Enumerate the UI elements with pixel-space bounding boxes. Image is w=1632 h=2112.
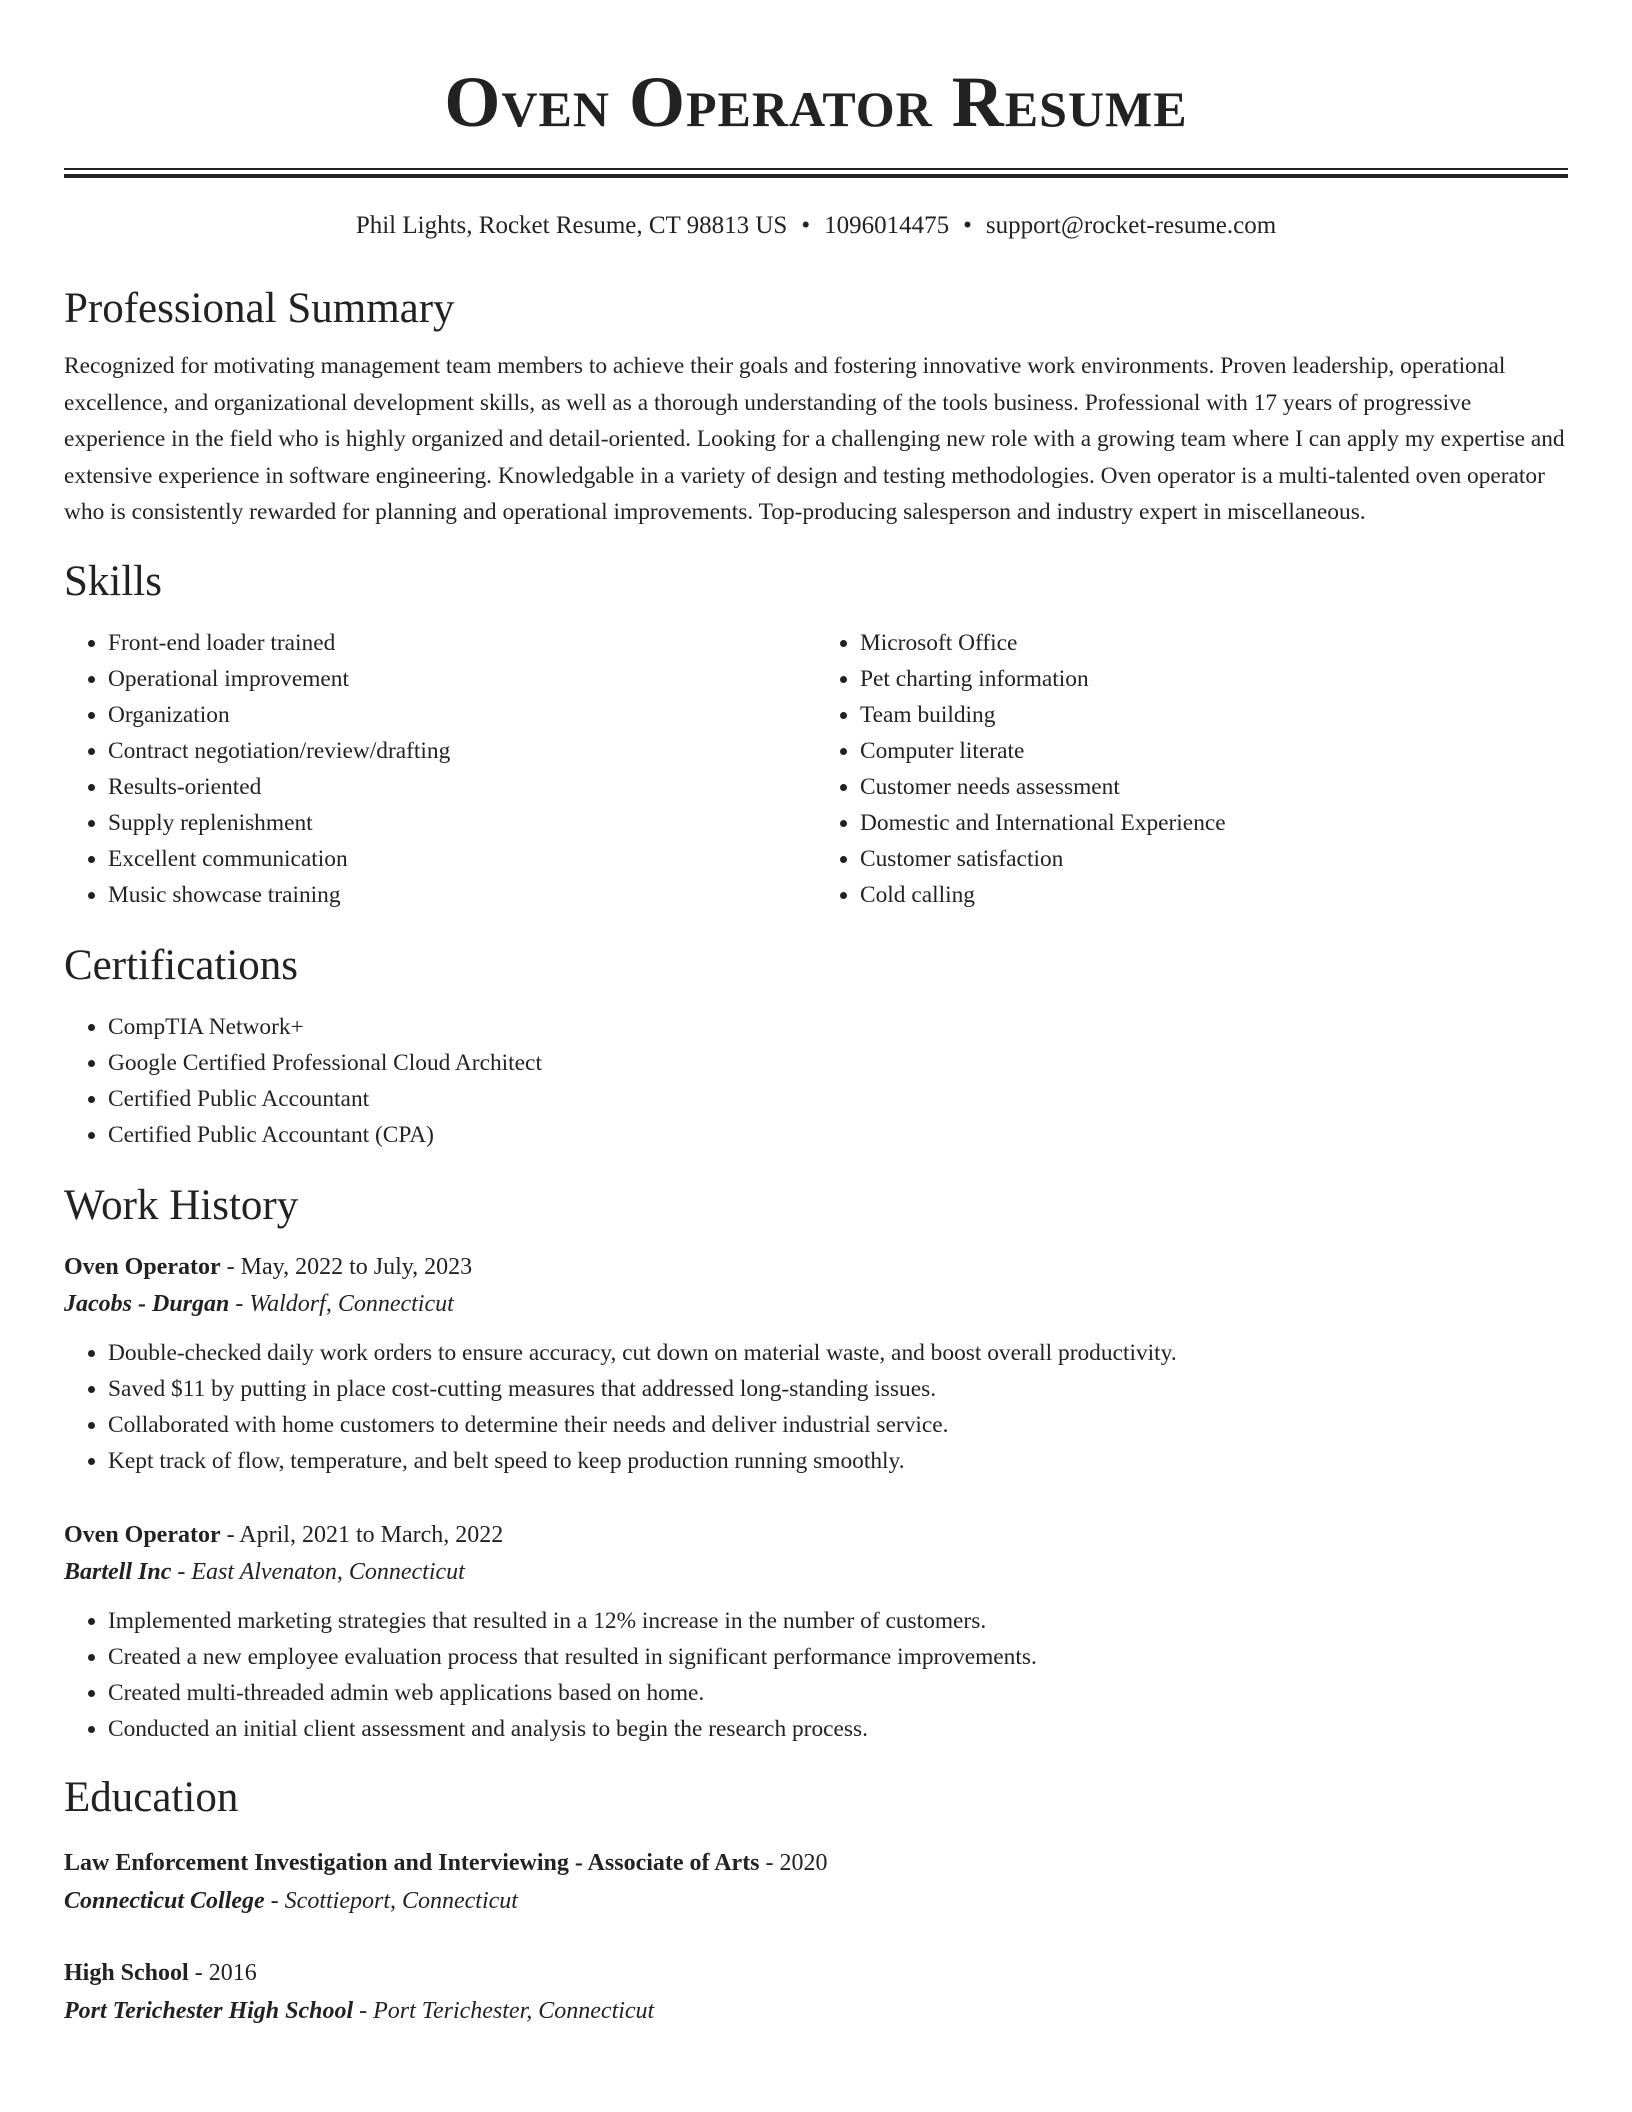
- job-entry: [64, 1517, 1568, 1747]
- skills-columns: [64, 625, 1568, 913]
- certification-item: • Certified Public Accountant (CPA): [108, 1117, 1568, 1153]
- job-title-line: [64, 1517, 1568, 1553]
- education-location: - Port Terichester, Connecticut: [353, 1997, 655, 2024]
- education-school-line: [64, 1881, 1568, 1921]
- education-degree: Law Enforcement Investigation and Interviewing - Associate of Arts: [64, 1849, 760, 1876]
- skill-item: • Results-oriented: [108, 769, 816, 805]
- job-bullet: • Saved $11 by putting in place cost-cutting measures that addressed long-standing issues.: [108, 1371, 1568, 1407]
- skill-item: • Operational improvement: [108, 661, 816, 697]
- job-location: - East Alvenaton, Connecticut: [171, 1558, 465, 1585]
- skill-item: • Contract negotiation/review/drafting: [108, 733, 816, 769]
- skill-item: • Computer literate: [860, 733, 1568, 769]
- job-bullets: [64, 1335, 1568, 1479]
- education-school-line: [64, 1991, 1568, 2031]
- skill-item: • Music showcase training: [108, 877, 816, 913]
- skill-item: • Microsoft Office: [860, 625, 1568, 661]
- job-title: Oven Operator: [64, 1253, 221, 1280]
- job-title: Oven Operator: [64, 1521, 221, 1548]
- education-school: Connecticut College: [64, 1887, 265, 1914]
- job-bullet: • Double-checked daily work orders to ensure accuracy, cut down on material waste, and boost overall productivity.: [108, 1335, 1568, 1371]
- job-company: Bartell Inc: [64, 1558, 172, 1585]
- job-company-line: [64, 1285, 1568, 1323]
- contact-email: support@rocket-resume.com: [985, 212, 1277, 239]
- education-entry: [64, 1955, 1568, 2031]
- skill-item: • Front-end loader trained: [108, 625, 816, 661]
- certification-item: • Certified Public Accountant: [108, 1081, 1568, 1117]
- summary-heading: Professional Summary: [64, 285, 455, 332]
- job-dates: - May, 2022 to July, 2023: [220, 1253, 473, 1280]
- education-degree-line: [64, 1955, 1568, 1991]
- contact-phone: 1096014475: [824, 212, 950, 239]
- job-bullet: • Created multi-threaded admin web applications based on home.: [108, 1675, 1568, 1711]
- job-bullets: [64, 1603, 1568, 1747]
- job-bullet: • Implemented marketing strategies that resulted in a 12% increase in the number of customers.: [108, 1603, 1568, 1639]
- job-bullet: • Conducted an initial client assessment and analysis to begin the research process.: [108, 1711, 1568, 1747]
- certifications-list: [64, 1009, 1568, 1153]
- education-location: - Scottieport, Connecticut: [264, 1887, 518, 1914]
- job-entry: [64, 1249, 1568, 1479]
- skills-list-left: [64, 625, 816, 913]
- skill-item: • Customer needs assessment: [860, 769, 1568, 805]
- skill-item: • Domestic and International Experience: [860, 805, 1568, 841]
- education-entry: [64, 1845, 1568, 1921]
- certification-item: • Google Certified Professional Cloud Architect: [108, 1045, 1568, 1081]
- title-divider: [64, 168, 1568, 178]
- education-degree: High School: [64, 1959, 189, 1986]
- education-school: Port Terichester High School: [64, 1997, 354, 2024]
- job-dates: - April, 2021 to March, 2022: [220, 1521, 504, 1548]
- resume-title: Oven Operator Resume: [444, 62, 1188, 142]
- skill-item: • Excellent communication: [108, 841, 816, 877]
- job-bullet: • Created a new employee evaluation process that resulted in significant performance improvements.: [108, 1639, 1568, 1675]
- contact-separator: •: [801, 212, 811, 239]
- summary-text: Recognized for motivating management team members to achieve their goals and fostering innovative work environments. Proven leadership, operational excellence, and organizational development skills, as well as a thorough understanding of the tools business. Professional with 17 years of progressive experience in the field who is highly organized and detail-oriented. Looking for a challenging new role with a growing team where I can apply my expertise and extensive experience in software engineering. Knowledgable in a variety of design and testing methodologies. Oven operator is a multi-talented oven operator who is consistently rewarded for planning and operational improvements. Top-producing salesperson and industry expert in miscellaneous.: [64, 353, 1565, 526]
- skill-item: • Supply replenishment: [108, 805, 816, 841]
- education-year: - 2020: [759, 1849, 828, 1876]
- education-heading: Education: [64, 1773, 239, 1821]
- skill-item: • Organization: [108, 697, 816, 733]
- job-title-line: [64, 1249, 1568, 1285]
- job-company-line: [64, 1553, 1568, 1591]
- resume-page: [64, 0, 1568, 2031]
- job-bullet: • Collaborated with home customers to determine their needs and deliver industrial service.: [108, 1407, 1568, 1443]
- certification-item: • CompTIA Network+: [108, 1009, 1568, 1045]
- education-year: - 2016: [188, 1959, 257, 1986]
- skill-item: • Team building: [860, 697, 1568, 733]
- skill-item: • Customer satisfaction: [860, 841, 1568, 877]
- job-company: Jacobs - Durgan: [64, 1290, 230, 1317]
- job-location: - Waldorf, Connecticut: [229, 1290, 454, 1317]
- contact-line: [64, 210, 1568, 242]
- skill-item: • Pet charting information: [860, 661, 1568, 697]
- skills-heading: Skills: [64, 557, 162, 605]
- contact-address: Phil Lights, Rocket Resume, CT 98813 US: [355, 212, 788, 239]
- contact-separator: •: [963, 212, 972, 239]
- work-history-heading: Work History: [64, 1181, 299, 1229]
- job-bullet: • Kept track of flow, temperature, and belt speed to keep production running smoothly.: [108, 1443, 1568, 1479]
- skills-list-right: [816, 625, 1568, 913]
- certifications-heading: Certifications: [64, 941, 299, 989]
- skill-item: • Cold calling: [860, 877, 1568, 913]
- education-degree-line: [64, 1845, 1568, 1881]
